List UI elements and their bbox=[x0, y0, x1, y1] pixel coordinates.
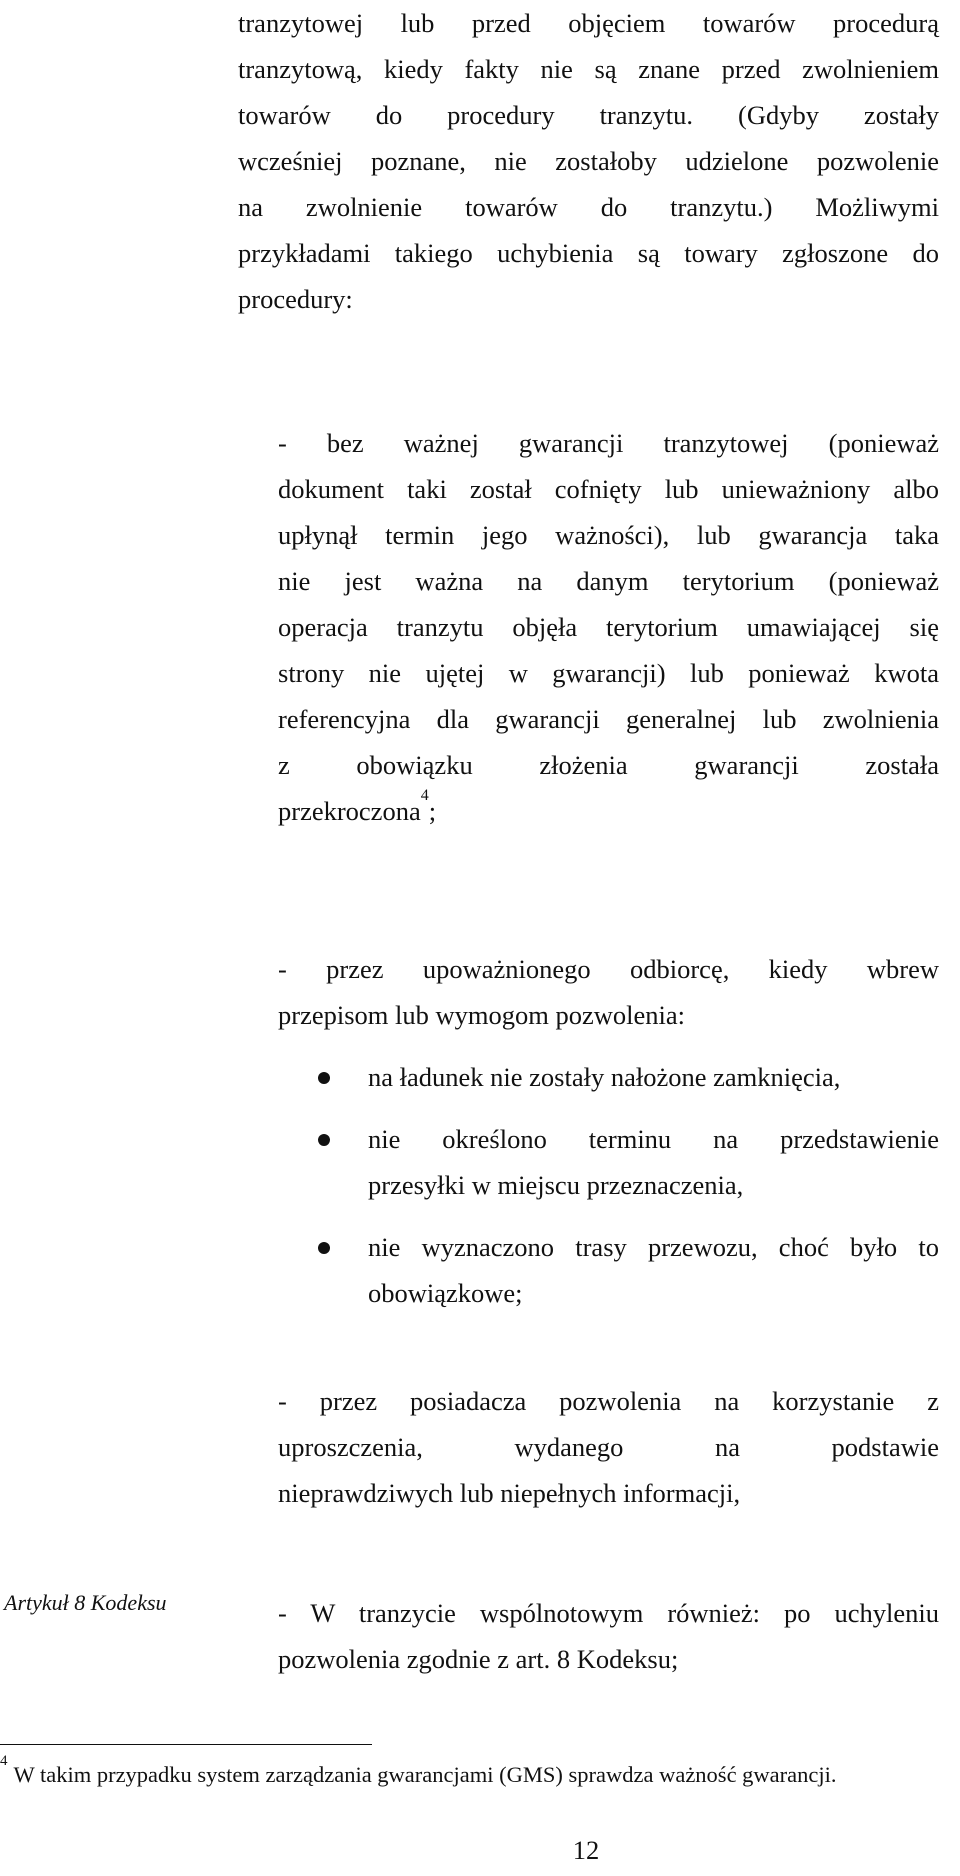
bullet-item bbox=[316, 1054, 939, 1100]
text-line: na ładunek nie zostały nałożone zamknięcia, bbox=[368, 1062, 841, 1092]
text-line: przepisom lub wymogom pozwolenia: bbox=[278, 1000, 685, 1030]
text-line: operacja tranzytu objęła terytorium umawiającej się bbox=[278, 612, 939, 642]
page-number: 12 bbox=[572, 1835, 600, 1865]
footnote-text: W takim przypadku system zarządzania gwarancjami (GMS) sprawdza ważność gwarancji. bbox=[13, 1762, 837, 1787]
list-item-authorised-consignee bbox=[278, 946, 939, 1038]
bullet-list bbox=[316, 1054, 939, 1332]
text-line: uproszczenia, wydanego na podstawie bbox=[278, 1432, 939, 1462]
list-item-permit-holder bbox=[278, 1378, 939, 1516]
text-line: z obowiązku złożenia gwarancji została bbox=[278, 750, 939, 780]
footnote bbox=[0, 1752, 960, 1790]
bullet-icon bbox=[318, 1242, 330, 1254]
text-line: strony nie ujętej w gwarancji) lub ponieważ kwota bbox=[278, 658, 939, 688]
text-line: nieprawdziwych lub niepełnych informacji, bbox=[278, 1478, 741, 1508]
text-line: referencyjna dla gwarancji generalnej lub zwolnienia bbox=[278, 704, 939, 734]
bullet-icon bbox=[318, 1134, 330, 1146]
bullet-item bbox=[316, 1116, 939, 1208]
text-line: wcześniej poznane, nie zostałoby udzielone pozwolenie bbox=[238, 146, 939, 176]
text-line: pozwolenia zgodnie z art. 8 Kodeksu; bbox=[278, 1644, 679, 1674]
text-line: dokument taki został cofnięty lub unieważniony albo bbox=[278, 474, 939, 504]
text-fragment: przekroczona bbox=[278, 796, 421, 826]
text-line: obowiązkowe; bbox=[368, 1278, 523, 1308]
text-line: nie określono terminu na przedstawienie bbox=[368, 1124, 939, 1154]
intro-paragraph bbox=[238, 0, 939, 322]
text-line: upłynął termin jego ważności), lub gwarancja taka bbox=[278, 520, 939, 550]
text-line: na zwolnienie towarów do tranzytu.) Możliwymi bbox=[238, 192, 939, 222]
text-line: procedury: bbox=[238, 284, 353, 314]
list-item-invalid-guarantee bbox=[278, 420, 939, 834]
list-item-community-transit bbox=[278, 1590, 939, 1682]
text-line: nie jest ważna na danym terytorium (ponieważ bbox=[278, 566, 939, 596]
text-fragment: ; bbox=[428, 796, 437, 826]
text-line: - przez upoważnionego odbiorcę, kiedy wbrew bbox=[278, 954, 939, 984]
text-line: nie wyznaczono trasy przewozu, choć było to bbox=[368, 1232, 939, 1262]
bullet-icon bbox=[318, 1072, 330, 1084]
text-line: tranzytowej lub przed objęciem towarów procedurą bbox=[238, 8, 939, 38]
margin-note: Artykuł 8 Kodeksu bbox=[4, 1590, 167, 1615]
text-line: towarów do procedury tranzytu. (Gdyby zostały bbox=[238, 100, 939, 130]
text-line: tranzytową, kiedy fakty nie są znane przed zwolnieniem bbox=[238, 54, 939, 84]
footnote-number: 4 bbox=[0, 1752, 8, 1769]
text-line: przesyłki w miejscu przeznaczenia, bbox=[368, 1170, 744, 1200]
footnote-divider bbox=[0, 1744, 372, 1745]
text-line: przykładami takiego uchybienia są towary zgłoszone do bbox=[238, 238, 939, 268]
text-line: - przez posiadacza pozwolenia na korzystanie z bbox=[278, 1386, 939, 1416]
text-line bbox=[278, 788, 939, 834]
text-line: - W tranzycie wspólnotowym również: po uchyleniu bbox=[278, 1598, 939, 1628]
bullet-item bbox=[316, 1224, 939, 1316]
footnote-reference[interactable]: 4 bbox=[420, 787, 429, 805]
text-line: - bez ważnej gwarancji tranzytowej (ponieważ bbox=[278, 428, 939, 458]
